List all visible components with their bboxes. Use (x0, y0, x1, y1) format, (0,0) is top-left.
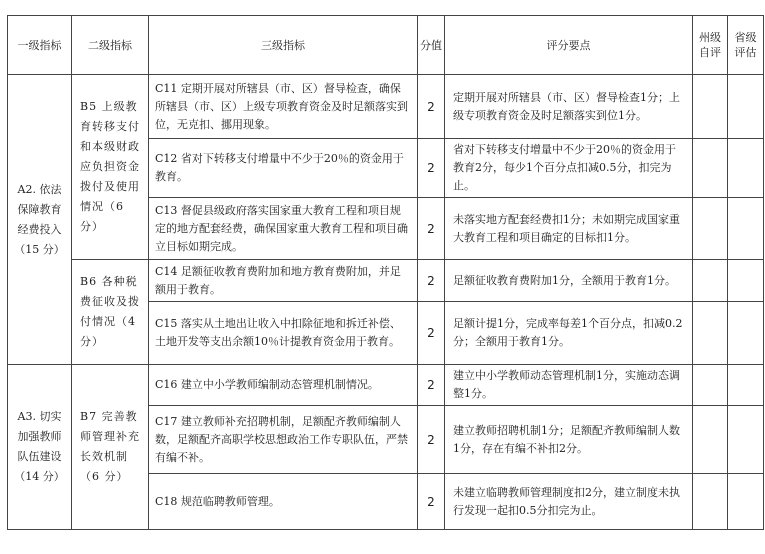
level2-b5: B5 上级教育转移支付和本级财政应负担资金拨付及使用情况（6 分） (72, 75, 149, 260)
header-prefecture-self-eval: 州级自评 (693, 16, 728, 75)
provincial-eval-cell[interactable] (728, 406, 764, 474)
header-level2: 二级指标 (72, 16, 149, 75)
provincial-eval-cell[interactable] (728, 474, 764, 530)
self-eval-cell[interactable] (693, 302, 728, 365)
provincial-eval-cell[interactable] (728, 75, 764, 139)
score-c16: 2 (418, 365, 445, 406)
header-score: 分值 (418, 16, 445, 75)
points-c11: 定期开展对所辖县（市、区）督导检查1分；上级专项教育资金及时足额落实到位1分。 (445, 75, 693, 139)
points-c18: 未建立临聘教师管理制度扣2分，建立制度未执行发现一起扣0.5分扣完为止。 (445, 474, 693, 530)
score-c12: 2 (418, 139, 445, 198)
points-c12: 省对下转移支付增量中不少于20％的资金用于教育2分，每少1个百分点扣减0.5分，扣完为止。 (445, 139, 693, 198)
self-eval-cell[interactable] (693, 198, 728, 260)
table-row (8, 260, 764, 302)
provincial-eval-cell[interactable] (728, 365, 764, 406)
indicator-c14: C14 足额征收教育费附加和地方教育费附加，并足额用于教育。 (149, 260, 418, 302)
level2-b7: B7 完善教师管理补充长效机制（6 分） (72, 365, 149, 530)
table-row (8, 365, 764, 406)
provincial-eval-cell[interactable] (728, 139, 764, 198)
indicator-c11: C11 定期开展对所辖县（市、区）督导检查，确保所辖县（市、区）上级专项教育资金及时足额落实到位，无克扣、挪用现象。 (149, 75, 418, 139)
level1-a2: A2. 依法保障教育经费投入（15 分） (8, 75, 72, 365)
points-c13: 未落实地方配套经费扣1分；未如期完成国家重大教育工程和项目确定的目标扣1分。 (445, 198, 693, 260)
level1-a3: A3. 切实加强教师队伍建设（14 分） (8, 365, 72, 530)
score-c15: 2 (418, 302, 445, 365)
points-c17: 建立教师招聘机制1分；足额配齐教师编制人数1分，存在有编不补扣2分。 (445, 406, 693, 474)
evaluation-table (7, 15, 764, 530)
score-c18: 2 (418, 474, 445, 530)
header-row (8, 16, 764, 75)
table-row (8, 75, 764, 139)
provincial-eval-cell[interactable] (728, 260, 764, 302)
self-eval-cell[interactable] (693, 406, 728, 474)
header-scoring-points: 评分要点 (445, 16, 693, 75)
points-c16: 建立中小学教师动态管理机制1分，实施动态调整1分。 (445, 365, 693, 406)
self-eval-cell[interactable] (693, 139, 728, 198)
provincial-eval-cell[interactable] (728, 302, 764, 365)
score-c14: 2 (418, 260, 445, 302)
self-eval-cell[interactable] (693, 474, 728, 530)
provincial-eval-cell[interactable] (728, 198, 764, 260)
points-c15: 足额计提1分，完成率每差1个百分点，扣减0.2分；全额用于教育1分。 (445, 302, 693, 365)
indicator-c12: C12 省对下转移支付增量中不少于20％的资金用于教育。 (149, 139, 418, 198)
indicator-c15: C15 落实从土地出让收入中扣除征地和拆迁补偿、土地开发等支出余额10％计提教育资金用于教育。 (149, 302, 418, 365)
score-c17: 2 (418, 406, 445, 474)
indicator-c16: C16 建立中小学教师编制动态管理机制情况。 (149, 365, 418, 406)
indicator-c17: C17 建立教师补充招聘机制，足额配齐教师编制人数，足额配齐高职学校思想政治工作专职队伍，严禁有编不补。 (149, 406, 418, 474)
header-provincial-eval: 省级评估 (728, 16, 764, 75)
points-c14: 足额征收教育费附加1分，全额用于教育1分。 (445, 260, 693, 302)
header-level3: 三级指标 (149, 16, 418, 75)
self-eval-cell[interactable] (693, 75, 728, 139)
score-c13: 2 (418, 198, 445, 260)
score-c11: 2 (418, 75, 445, 139)
self-eval-cell[interactable] (693, 260, 728, 302)
level2-b6: B6 各种税费征收及拨付情况（4 分） (72, 260, 149, 365)
indicator-c18: C18 规范临聘教师管理。 (149, 474, 418, 530)
indicator-c13: C13 督促县级政府落实国家重大教育工程和项目规定的地方配套经费，确保国家重大教育工程和项目确立目标如期完成。 (149, 198, 418, 260)
header-level1: 一级指标 (8, 16, 72, 75)
self-eval-cell[interactable] (693, 365, 728, 406)
